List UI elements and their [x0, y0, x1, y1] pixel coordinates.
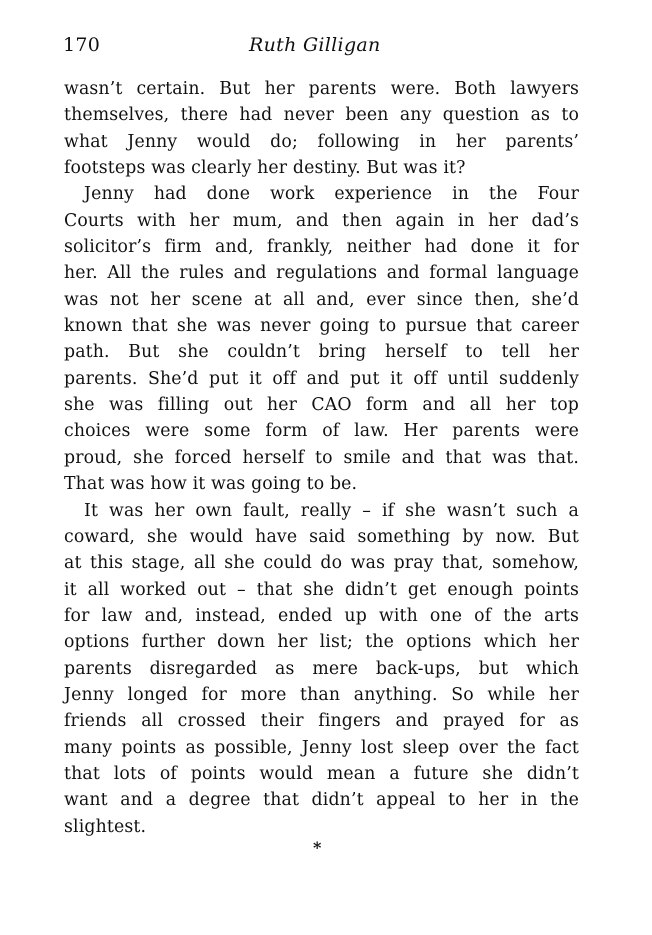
- running-head-author: Ruth Gilligan: [249, 34, 381, 56]
- text-line: It was her own fault, really – if she wasn’t such a: [84, 500, 579, 521]
- text-line: what Jenny would do; following in her parents’: [64, 131, 579, 152]
- text-line: Jenny had done work experience in the Four: [84, 184, 579, 205]
- text-line: path. But she couldn’t bring herself to tell her: [64, 342, 579, 363]
- text-line: her. All the rules and regulations and formal language: [64, 263, 579, 284]
- text-line: at this stage, all she could do was pray that, somehow,: [64, 553, 579, 574]
- text-line: solicitor’s firm and, frankly, neither had done it for: [64, 237, 579, 258]
- body-text: [64, 76, 579, 840]
- text-line: themselves, there had never been any question as to: [64, 105, 579, 126]
- text-line: footsteps was clearly her destiny. But was it?: [64, 158, 466, 179]
- text-line: she was filling out her CAO form and all her top: [64, 395, 579, 416]
- text-line: coward, she would have said something by now. But: [64, 526, 579, 547]
- text-line: choices were some form of law. Her parents were: [64, 421, 579, 442]
- text-line: wasn’t certain. But her parents were. Both lawyers: [64, 79, 579, 99]
- text-line: That was how it was going to be.: [64, 474, 358, 495]
- text-line: slightest.: [64, 816, 147, 837]
- section-break-asterisk: *: [313, 838, 322, 857]
- text-line: that lots of points would mean a future she didn’t: [64, 763, 579, 784]
- text-line: friends all crossed their fingers and prayed for as: [64, 711, 579, 732]
- page-number: 170: [63, 34, 101, 56]
- text-line: Jenny longed for more than anything. So while her: [64, 684, 579, 705]
- text-line: proud, she forced herself to smile and that was that.: [64, 447, 579, 468]
- text-line: want and a degree that didn’t appeal to her in the: [64, 790, 579, 811]
- text-line: many points as possible, Jenny lost sleep over the fact: [64, 737, 579, 758]
- text-line: it all worked out – that she didn’t get enough points: [64, 579, 579, 600]
- text-line: for law and, instead, ended up with one of the arts: [64, 605, 579, 626]
- text-line: options further down her list; the options which her: [64, 632, 579, 653]
- text-line: parents disregarded as mere back-ups, but which: [64, 658, 579, 679]
- text-line: was not her scene at all and, ever since then, she’d: [64, 289, 579, 310]
- text-line: known that she was never going to pursue that career: [64, 316, 579, 337]
- text-line: parents. She’d put it off and put it off until suddenly: [64, 368, 579, 389]
- text-line: Courts with her mum, and then again in her dad’s: [64, 210, 579, 231]
- page-header: [63, 34, 583, 60]
